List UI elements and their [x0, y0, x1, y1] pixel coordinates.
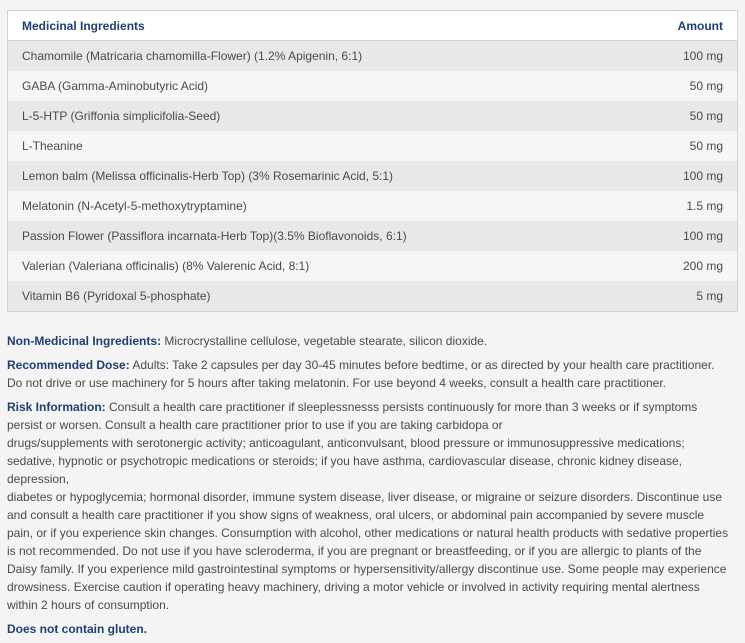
table-row — [8, 101, 737, 131]
product-info — [7, 332, 732, 638]
table-row — [8, 131, 737, 161]
gluten-statement: Does not contain gluten. — [7, 622, 147, 636]
risk-information-2 — [7, 434, 732, 488]
ingredients-table — [7, 10, 738, 312]
ingredient-name: GABA (Gamma-Aminobutyric Acid) — [8, 71, 643, 101]
risk-text-1: Consult a health care practitioner if sleeplessnesss persists continuously for more than 3 weeks or if symptoms persist or worsen. Consult a health care practitioner prior to use if you are taking carbidopa or — [7, 400, 698, 432]
ingredient-name: Melatonin (N-Acetyl-5-methoxytryptamine) — [8, 191, 643, 221]
risk-text-2: drugs/supplements with serotonergic activity; anticoagulant, anticonvulsant, blood pressure or immunosuppressive medications; sedative, hypnotic or psychotropic medications or steroids; if you have asthma, cardiovascular disease, chronic kidney disease, depression, — [7, 436, 685, 486]
risk-text-3: diabetes or hypoglycemia; hormonal disorder, immune system disease, liver disease, or migraine or seizure disorders. Discontinue use and consult a health care practitioner if you show signs of weakness, oral ulcers, or abdominal pain accompanied by severe muscle pain, or if you experience skin changes. Consumption with alcohol, other medications or natural health products with sedative properties is not recommended. Do not use if you have scleroderma, if you are pregnant or breastfeeding, or if you are allergic to plants of the Daisy family. If you experience mild gastrointestinal symptoms or hypersensitivity/allergy discontinue use. Some people may experience drowsiness. Exercise caution if operating heavy machinery, driving a motor vehicle or involved in activity requiring mental alertness within 2 hours of consumption. — [7, 490, 729, 612]
table-header-row — [8, 11, 737, 41]
dose-label: Recommended Dose: — [7, 358, 130, 372]
ingredient-name: Passion Flower (Passiflora incarnata-Herb Top)(3.5% Bioflavonoids, 6:1) — [8, 221, 643, 251]
recommended-dose — [7, 356, 732, 392]
risk-information — [7, 398, 732, 434]
ingredient-name: Vitamin B6 (Pyridoxal 5-phosphate) — [8, 281, 643, 311]
non-medicinal-label: Non-Medicinal Ingredients: — [7, 334, 162, 348]
ingredient-amount: 50 mg — [643, 131, 737, 161]
ingredient-amount: 200 mg — [643, 251, 737, 281]
risk-information-3 — [7, 488, 732, 614]
table-row — [8, 191, 737, 221]
ingredient-name: L-5-HTP (Griffonia simplicifolia-Seed) — [8, 101, 643, 131]
ingredient-amount: 50 mg — [643, 101, 737, 131]
ingredient-amount: 100 mg — [643, 41, 737, 71]
ingredient-amount: 100 mg — [643, 161, 737, 191]
risk-label: Risk Information: — [7, 400, 106, 414]
ingredient-name: Chamomile (Matricaria chamomilla-Flower) (1.2% Apigenin, 6:1) — [8, 41, 643, 71]
ingredient-amount: 5 mg — [643, 281, 737, 311]
ingredient-name: Valerian (Valeriana officinalis) (8% Valerenic Acid, 8:1) — [8, 251, 643, 281]
table-row — [8, 281, 737, 311]
ingredient-amount: 50 mg — [643, 71, 737, 101]
header-ingredient: Medicinal Ingredients — [8, 11, 643, 41]
ingredient-amount: 100 mg — [643, 221, 737, 251]
table-row — [8, 71, 737, 101]
ingredient-name: Lemon balm (Melissa officinalis-Herb Top) (3% Rosemarinic Acid, 5:1) — [8, 161, 643, 191]
header-amount: Amount — [643, 11, 737, 41]
table-row — [8, 41, 737, 71]
ingredient-name: L-Theanine — [8, 131, 643, 161]
dose-text: Adults: Take 2 capsules per day 30-45 minutes before bedtime, or as directed by your health care practitioner. Do not drive or use machinery for 5 hours after taking melatonin. For use beyond 4 weeks, consult a health care practitioner. — [7, 358, 715, 390]
non-medicinal-ingredients — [7, 332, 732, 350]
ingredient-amount: 1.5 mg — [643, 191, 737, 221]
non-medicinal-text: Microcrystalline cellulose, vegetable stearate, silicon dioxide. — [161, 334, 488, 348]
table-row — [8, 161, 737, 191]
table-row — [8, 221, 737, 251]
table-row — [8, 251, 737, 281]
